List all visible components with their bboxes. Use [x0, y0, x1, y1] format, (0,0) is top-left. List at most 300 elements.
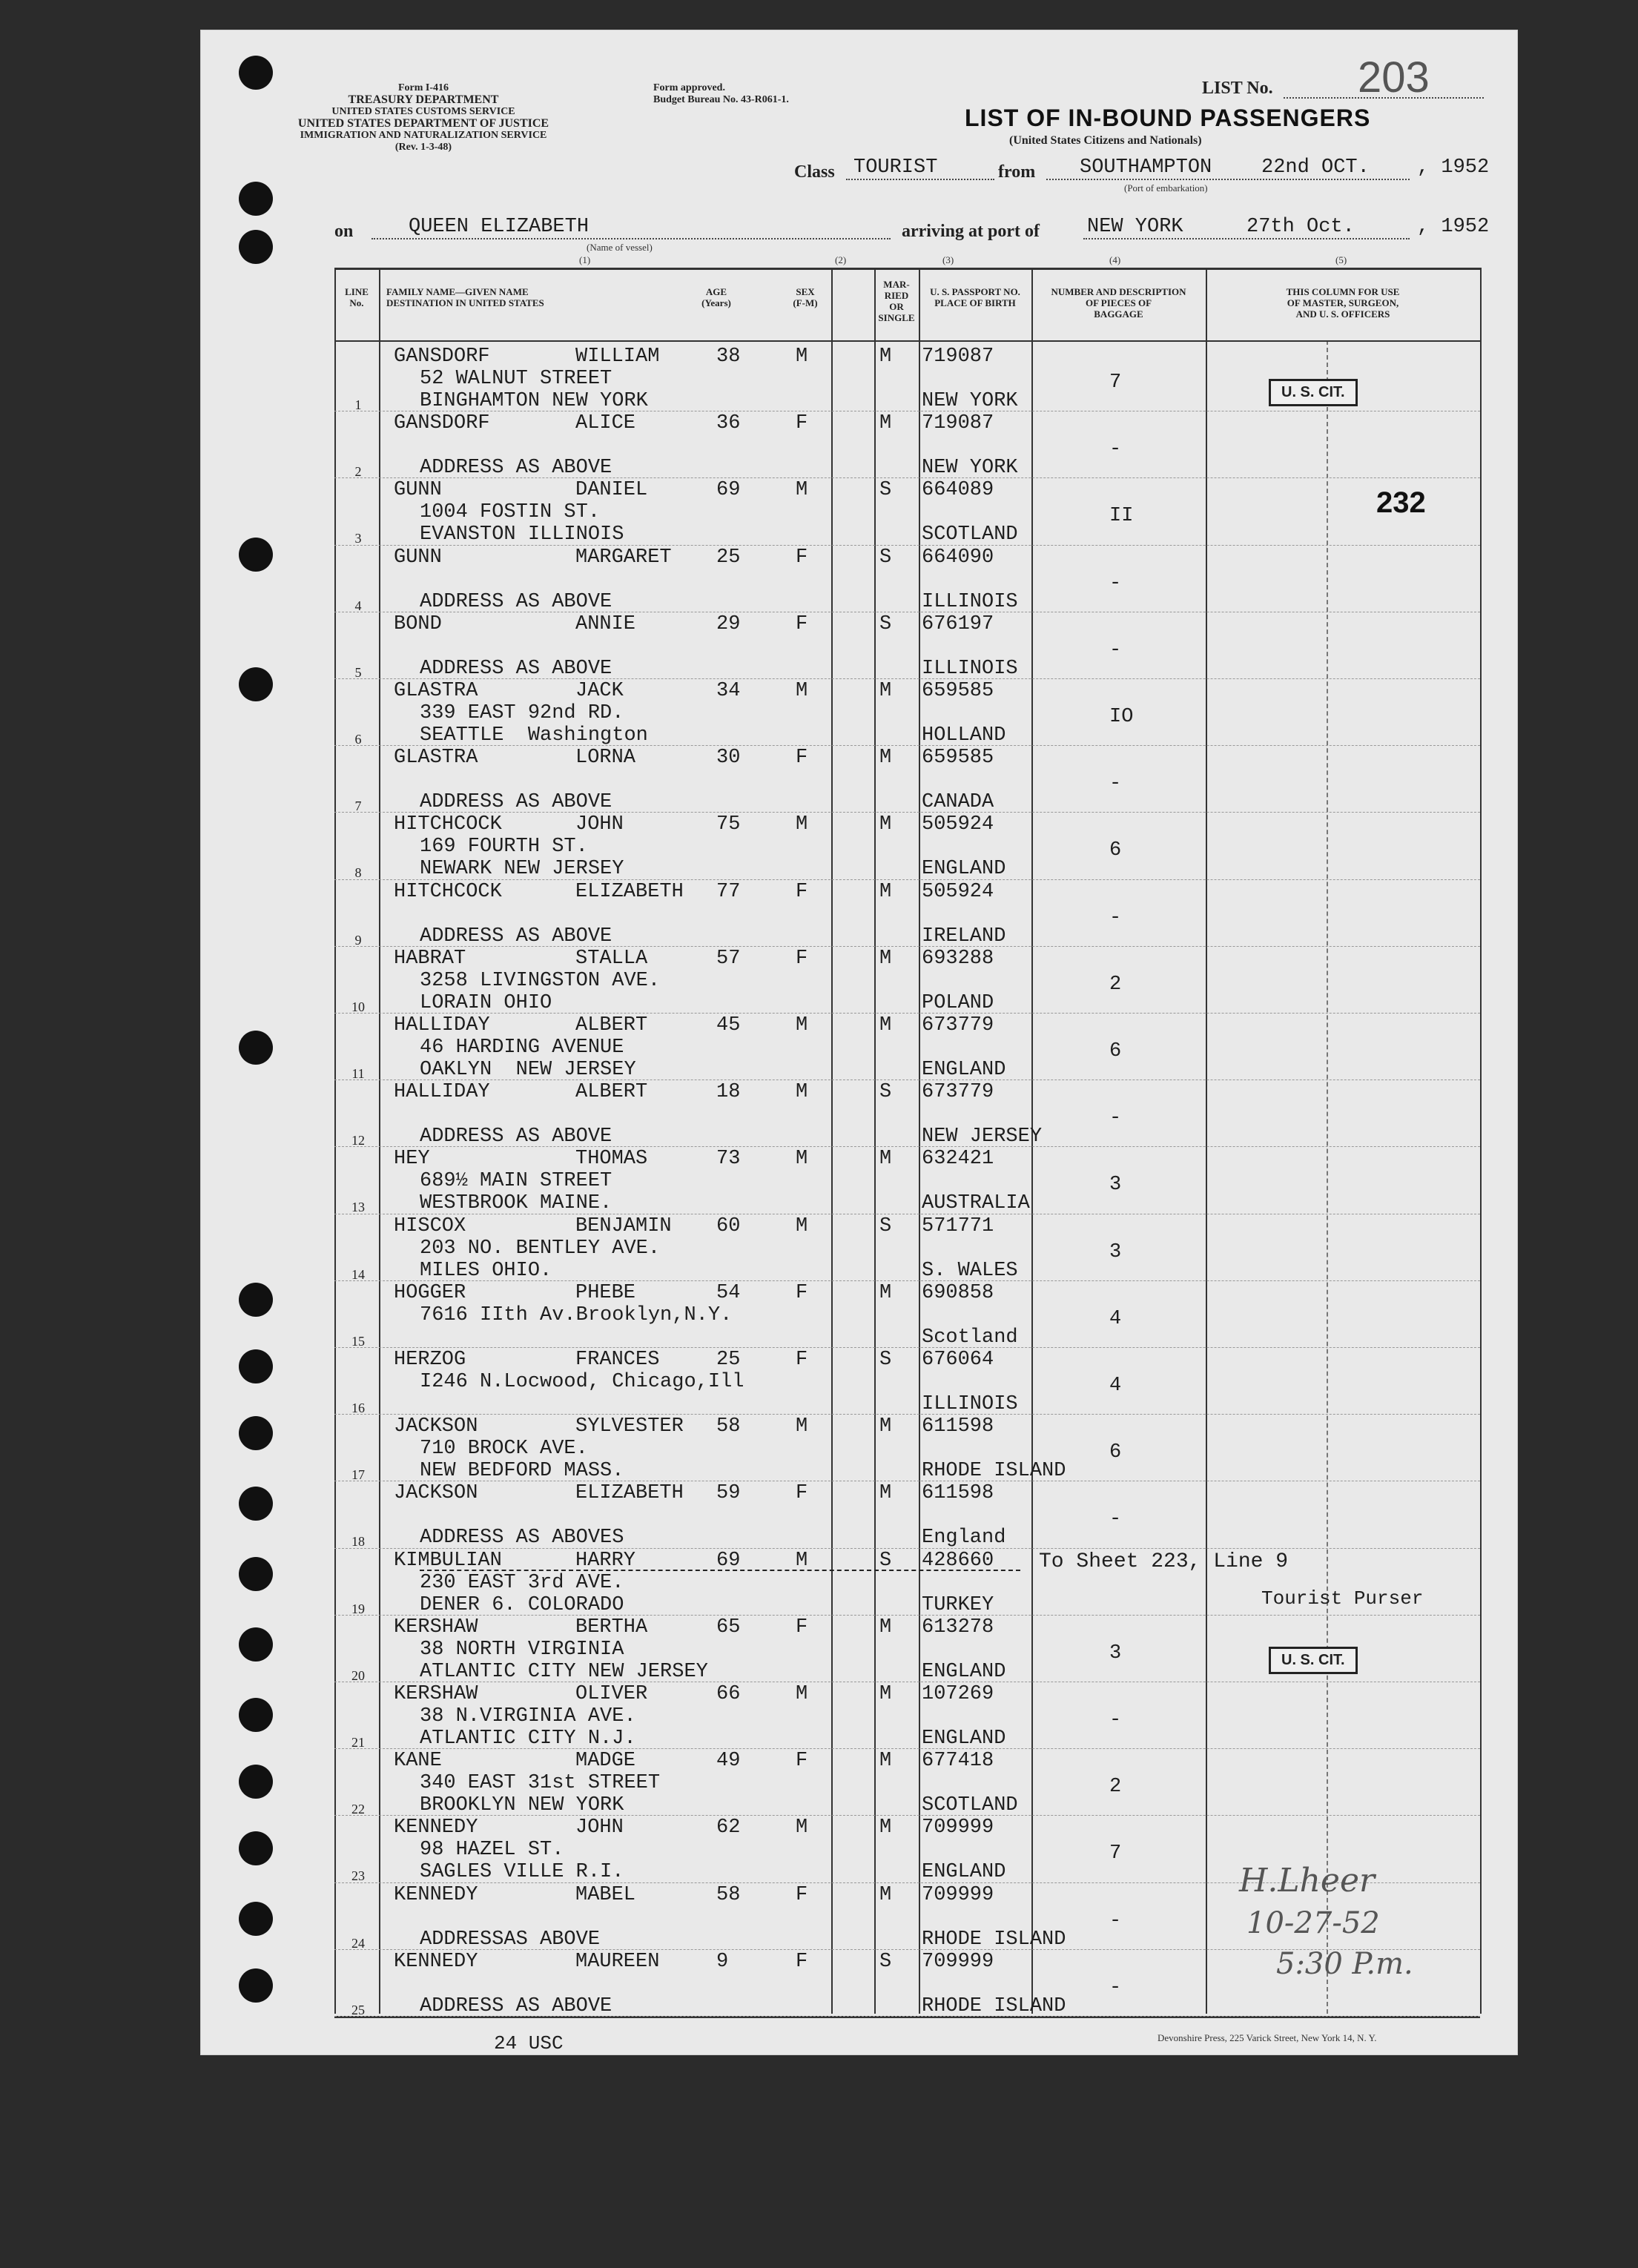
sex: F	[796, 1750, 808, 1773]
class-value: TOURIST	[853, 156, 938, 179]
age: 69	[716, 479, 741, 502]
vessel-line	[371, 238, 891, 239]
sex: M	[796, 1014, 808, 1037]
baggage-count: 6	[1109, 1040, 1122, 1062]
transfer-note: To Sheet 223, Line 9	[1039, 1550, 1289, 1573]
sex: F	[796, 1883, 808, 1906]
line-number: 9	[354, 932, 362, 948]
sex: F	[796, 747, 808, 770]
baggage-count: 4	[1109, 1375, 1122, 1397]
birthplace: RHODE ISLAND	[922, 1460, 1066, 1483]
birthplace: SCOTLAND	[922, 523, 1018, 546]
marital-status: S	[879, 1214, 892, 1237]
given-name: BENJAMIN	[575, 1214, 672, 1237]
row-divider	[334, 745, 1480, 746]
address-line-2: BINGHAMTON NEW YORK	[420, 390, 648, 412]
passport-number: 673779	[922, 1014, 994, 1037]
age: 30	[716, 747, 741, 770]
family-name: KERSHAW	[394, 1683, 478, 1705]
family-name: HISCOX	[394, 1214, 466, 1237]
binder-hole	[239, 230, 273, 264]
given-name: JOHN	[575, 1816, 624, 1839]
handwritten-date: 10-27-52	[1246, 1906, 1380, 1940]
sex: F	[796, 1349, 808, 1371]
baggage-count: 4	[1109, 1307, 1122, 1330]
line-number: 19	[351, 1601, 365, 1616]
marital-status: M	[879, 1750, 892, 1773]
form-header-left	[268, 82, 579, 153]
row-divider	[334, 1748, 1480, 1749]
handwritten-signature: H.Lheer	[1239, 1862, 1376, 1900]
line-number: 23	[351, 1868, 365, 1884]
class-label: Class	[794, 162, 835, 182]
table-row	[201, 479, 1517, 546]
age: 34	[716, 680, 741, 702]
address-line-1: 38 N.VIRGINIA AVE.	[420, 1705, 636, 1728]
address-line-2: WESTBROOK MAINE.	[420, 1192, 612, 1215]
col-num-3: (3)	[942, 254, 954, 265]
family-name: HITCHCOCK	[394, 813, 502, 836]
marital-status: M	[879, 412, 892, 435]
form-approval	[653, 82, 789, 106]
from-port: SOUTHAMPTON	[1080, 156, 1212, 179]
age: 38	[716, 346, 741, 368]
marital-status: S	[879, 1950, 892, 1973]
us-cit-stamp-1: U. S. CIT.	[1269, 379, 1358, 406]
sex: M	[796, 1214, 808, 1237]
vessel-note: (Name of vessel)	[587, 242, 653, 253]
family-name: GANSDORF	[394, 412, 490, 435]
baggage-count: -	[1109, 638, 1122, 661]
table-row	[201, 680, 1517, 747]
family-name: KENNEDY	[394, 1883, 478, 1906]
binder-hole	[239, 1831, 273, 1865]
page-title: LIST OF IN-BOUND PASSENGERS	[965, 105, 1371, 131]
passport-number: 632421	[922, 1148, 994, 1171]
sex: F	[796, 1616, 808, 1639]
line-number: 15	[351, 1333, 365, 1349]
age: 29	[716, 612, 741, 635]
birthplace: CANADA	[922, 791, 994, 814]
birthplace: ILLINOIS	[922, 1393, 1018, 1415]
address-line-2: ADDRESS AS ABOVE	[420, 457, 612, 480]
passport-number: 719087	[922, 346, 994, 368]
age: 75	[716, 813, 741, 836]
marital-status: M	[879, 346, 892, 368]
address-line-1: 710 BROCK AVE.	[420, 1438, 588, 1461]
address-line-2: EVANSTON ILLINOIS	[420, 523, 624, 546]
baggage-count: 3	[1109, 1174, 1122, 1197]
baggage-count: 2	[1109, 973, 1122, 996]
given-name: STALLA	[575, 947, 648, 970]
binder-hole	[239, 1349, 273, 1383]
binder-hole	[239, 182, 273, 216]
header-passport: U. S. PASSPORT NO. PLACE OF BIRTH	[930, 286, 1020, 308]
sex: M	[796, 680, 808, 702]
header-line-no: LINE No.	[345, 286, 369, 308]
line-number: 21	[351, 1735, 365, 1750]
row-divider	[334, 1347, 1480, 1348]
line-number: 20	[351, 1667, 365, 1683]
line-number: 8	[354, 865, 362, 881]
row-divider	[334, 1615, 1480, 1616]
given-name: THOMAS	[575, 1148, 648, 1171]
family-name: HEY	[394, 1148, 430, 1171]
header-sex: SEX (F-M)	[793, 286, 818, 308]
marital-status: M	[879, 1683, 892, 1705]
baggage-count: -	[1109, 572, 1122, 595]
passport-number: 690858	[922, 1281, 994, 1304]
arriving-label: arriving at port of	[902, 222, 1040, 241]
binder-hole	[239, 667, 273, 701]
given-name: ALBERT	[575, 1081, 648, 1104]
table-row	[201, 1148, 1517, 1214]
birthplace: ENGLAND	[922, 858, 1006, 881]
family-name: JACKSON	[394, 1415, 478, 1438]
birthplace: Scotland	[922, 1326, 1018, 1349]
age: 25	[716, 546, 741, 569]
table-row	[201, 412, 1517, 479]
sex: M	[796, 1549, 808, 1572]
printer-credit: Devonshire Press, 225 Varick Street, New York 14, N. Y.	[1158, 2032, 1377, 2043]
birthplace: ILLINOIS	[922, 590, 1018, 613]
baggage-count: -	[1109, 1107, 1122, 1130]
line-number: 13	[351, 1200, 365, 1215]
binder-hole	[239, 1627, 273, 1662]
col-num-2: (2)	[835, 254, 847, 265]
age: 54	[716, 1281, 741, 1304]
col-num-4: (4)	[1109, 254, 1121, 265]
given-name: JOHN	[575, 813, 624, 836]
family-name: GLASTRA	[394, 680, 478, 702]
address-line-2: SAGLES VILLE R.I.	[420, 1861, 624, 1884]
given-name: OLIVER	[575, 1683, 648, 1705]
treasury-dept: TREASURY DEPARTMENT	[348, 93, 499, 106]
sex: F	[796, 947, 808, 970]
age: 66	[716, 1683, 741, 1705]
birthplace: HOLLAND	[922, 724, 1006, 747]
address-line-1: 7616 IIth Av.Brooklyn,N.Y.	[420, 1303, 733, 1326]
line-number: 3	[354, 531, 362, 546]
family-name: BOND	[394, 612, 442, 635]
sex: M	[796, 479, 808, 502]
binder-hole	[239, 56, 273, 90]
sex: M	[796, 1148, 808, 1171]
row-divider	[334, 545, 1480, 546]
handwritten-time: 5:30 P.m.	[1276, 1947, 1413, 1981]
baggage-count: IO	[1109, 706, 1134, 728]
sex: F	[796, 412, 808, 435]
baggage-count: 6	[1109, 1441, 1122, 1464]
manifest-page	[200, 30, 1518, 2055]
form-number: Form I-416	[397, 82, 449, 93]
baggage-count: II	[1109, 505, 1134, 528]
passport-number: 571771	[922, 1214, 994, 1237]
marital-status: M	[879, 1014, 892, 1037]
family-name: GLASTRA	[394, 747, 478, 770]
birthplace: RHODE ISLAND	[922, 1994, 1066, 2017]
given-name: ALBERT	[575, 1014, 648, 1037]
col-num-5: (5)	[1335, 254, 1347, 265]
passport-number: 709999	[922, 1816, 994, 1839]
age: 65	[716, 1616, 741, 1639]
passport-number: 611598	[922, 1415, 994, 1438]
address-line-2: ADDRESS AS ABOVE	[420, 1994, 612, 2017]
binder-hole	[239, 1557, 273, 1591]
justice-dept: UNITED STATES DEPARTMENT OF JUSTICE	[297, 117, 549, 130]
marital-status: M	[879, 1616, 892, 1639]
from-year: , 1952	[1417, 156, 1490, 179]
address-line-2: OAKLYN NEW JERSEY	[420, 1059, 636, 1081]
table-row	[201, 613, 1517, 680]
passport-number: 107269	[922, 1683, 994, 1705]
address-line-2: ADDRESS AS ABOVE	[420, 925, 612, 948]
marital-status: M	[879, 1816, 892, 1839]
birthplace: TURKEY	[922, 1593, 994, 1616]
baggage-count: -	[1109, 1508, 1122, 1531]
address-line-1: 38 NORTH VIRGINIA	[420, 1638, 624, 1661]
age: 69	[716, 1549, 741, 1572]
passport-number: 664089	[922, 479, 994, 502]
passport-number: 664090	[922, 546, 994, 569]
address-line-1: 98 HAZEL ST.	[420, 1839, 564, 1862]
row-divider	[334, 812, 1480, 813]
baggage-count: -	[1109, 1709, 1122, 1731]
age: 58	[716, 1883, 741, 1906]
address-line-1: 203 NO. BENTLEY AVE.	[420, 1237, 661, 1260]
list-no-value: 203	[1358, 53, 1430, 102]
marital-status: M	[879, 747, 892, 770]
binder-hole	[239, 1283, 273, 1317]
address-line-2: BROOKLYN NEW YORK	[420, 1794, 624, 1817]
row-divider	[334, 1280, 1480, 1281]
birthplace: ENGLAND	[922, 1660, 1006, 1683]
age: 18	[716, 1081, 741, 1104]
birthplace: ILLINOIS	[922, 657, 1018, 680]
marital-status: M	[879, 880, 892, 903]
row-divider	[334, 1815, 1480, 1816]
row-divider	[334, 1548, 1480, 1549]
arrival-port: NEW YORK	[1087, 216, 1183, 238]
family-name: GUNN	[394, 546, 442, 569]
baggage-count: 3	[1109, 1642, 1122, 1664]
sex: F	[796, 612, 808, 635]
table-row	[201, 546, 1517, 613]
baggage-count: -	[1109, 438, 1122, 461]
birthplace: ENGLAND	[922, 1728, 1006, 1750]
header-married: MAR- RIED OR SINGLE	[878, 279, 915, 323]
given-name: PHEBE	[575, 1281, 636, 1304]
sex: M	[796, 1081, 808, 1104]
passport-number: 709999	[922, 1883, 994, 1906]
table-row	[201, 1215, 1517, 1282]
sex: M	[796, 1683, 808, 1705]
passport-number: 676197	[922, 612, 994, 635]
line-number: 10	[351, 999, 365, 1014]
row-divider	[334, 946, 1480, 947]
binder-hole	[239, 1416, 273, 1450]
line-number: 24	[351, 1935, 365, 1951]
line-number: 1	[354, 397, 362, 412]
header-baggage: NUMBER AND DESCRIPTION OF PIECES OF BAGGAGE	[1051, 286, 1186, 320]
given-name: LORNA	[575, 747, 636, 770]
table-row	[201, 1081, 1517, 1148]
address-line-2: ADDRESS AS ABOVE	[420, 590, 612, 613]
marital-status: S	[879, 546, 892, 569]
bottom-left-note: 24 USC	[494, 2032, 564, 2054]
address-line-2: MILES OHIO.	[420, 1259, 552, 1282]
family-name: KERSHAW	[394, 1616, 478, 1639]
baggage-count: 6	[1109, 839, 1122, 862]
table-row	[201, 1750, 1517, 1816]
birthplace: AUSTRALIA	[922, 1192, 1030, 1215]
table-row	[201, 1014, 1517, 1081]
row-divider	[334, 678, 1480, 679]
baggage-count: 2	[1109, 1776, 1122, 1799]
sex: F	[796, 1950, 808, 1973]
row-divider	[334, 477, 1480, 478]
marital-status: S	[879, 479, 892, 502]
binder-hole	[239, 538, 273, 572]
address-line-1: 52 WALNUT STREET	[420, 368, 612, 390]
birthplace: SCOTLAND	[922, 1794, 1018, 1817]
row-divider	[334, 1146, 1480, 1147]
marital-status: S	[879, 1549, 892, 1572]
age: 9	[716, 1950, 729, 1973]
line-number: 25	[351, 2002, 365, 2017]
line-number: 11	[351, 1066, 365, 1081]
address-line-2: NEWARK NEW JERSEY	[420, 858, 624, 881]
marital-status: M	[879, 1281, 892, 1304]
passport-number: 709999	[922, 1950, 994, 1973]
family-name: HABRAT	[394, 947, 466, 970]
baggage-count: 7	[1109, 371, 1122, 394]
family-name: HOGGER	[394, 1281, 466, 1304]
sex: F	[796, 880, 808, 903]
baggage-count: -	[1109, 1976, 1122, 1999]
given-name: ELIZABETH	[575, 880, 684, 903]
birthplace: NEW YORK	[922, 390, 1018, 412]
col-num-1: (1)	[579, 254, 591, 265]
strike-through-line	[420, 1570, 1020, 1571]
address-line-2: ADDRESS AS ABOVE	[420, 791, 612, 814]
passport-number: 505924	[922, 813, 994, 836]
header-divider	[334, 340, 1480, 342]
given-name: MAUREEN	[575, 1950, 660, 1973]
given-name: BERTHA	[575, 1616, 648, 1639]
age: 60	[716, 1214, 741, 1237]
row-divider	[334, 879, 1480, 880]
purser-note: Tourist Purser	[1261, 1587, 1424, 1610]
table-row	[201, 1482, 1517, 1549]
family-name: KIMBULIAN	[394, 1549, 502, 1572]
row-divider	[334, 2016, 1480, 2017]
passport-number: 611598	[922, 1482, 994, 1505]
baggage-count: -	[1109, 1909, 1122, 1932]
sex: M	[796, 813, 808, 836]
line-number: 7	[354, 799, 362, 814]
passport-number: 693288	[922, 947, 994, 970]
marital-status: M	[879, 680, 892, 702]
vessel-name: QUEEN ELIZABETH	[409, 216, 590, 238]
header-age: AGE (Years)	[701, 286, 731, 308]
family-name: KENNEDY	[394, 1816, 478, 1839]
age: 25	[716, 1349, 741, 1371]
marital-status: S	[879, 612, 892, 635]
birthplace: England	[922, 1527, 1006, 1550]
passport-number: 659585	[922, 747, 994, 770]
address-line-2: ADDRESS AS ABOVES	[420, 1527, 624, 1550]
line-number: 4	[354, 598, 362, 613]
line-number: 18	[351, 1534, 365, 1550]
from-line	[1046, 179, 1410, 180]
marital-status: S	[879, 1349, 892, 1371]
address-line-1: 340 EAST 31st STREET	[420, 1772, 661, 1795]
marital-status: M	[879, 813, 892, 836]
on-label: on	[334, 222, 354, 241]
given-name: ELIZABETH	[575, 1482, 684, 1505]
customs-service: UNITED STATES CUSTOMS SERVICE	[331, 106, 515, 117]
baggage-count: -	[1109, 906, 1122, 929]
address-line-1: 169 FOURTH ST.	[420, 836, 588, 859]
address-line-2: ADDRESS AS ABOVE	[420, 657, 612, 680]
passport-number: 428660	[922, 1549, 994, 1572]
table-row	[201, 1683, 1517, 1750]
given-name: SYLVESTER	[575, 1415, 684, 1438]
address-line-2: ADDRESSAS ABOVE	[420, 1928, 601, 1951]
arrival-date: 27th Oct.	[1246, 216, 1355, 238]
birthplace: RHODE ISLAND	[922, 1928, 1066, 1951]
binder-hole	[239, 1487, 273, 1521]
table-row	[201, 881, 1517, 948]
family-name: HERZOG	[394, 1349, 466, 1371]
baggage-count: 7	[1109, 1842, 1122, 1865]
us-cit-stamp-2: U. S. CIT.	[1269, 1647, 1358, 1674]
passport-number: 719087	[922, 412, 994, 435]
address-line-2: SEATTLE Washington	[420, 724, 648, 747]
form-approved: Form approved.	[653, 82, 725, 93]
given-name: MADGE	[575, 1750, 636, 1773]
binder-hole	[239, 1698, 273, 1732]
birthplace: NEW YORK	[922, 457, 1018, 480]
given-name: FRANCES	[575, 1349, 660, 1371]
line-number: 22	[351, 1802, 365, 1817]
address-line-1: 339 EAST 92nd RD.	[420, 702, 624, 724]
address-line-1: 689½ MAIN STREET	[420, 1170, 612, 1193]
sex: F	[796, 546, 808, 569]
line-number: 5	[354, 664, 362, 680]
marital-status: M	[879, 1482, 892, 1505]
family-name: HITCHCOCK	[394, 880, 502, 903]
family-name: GANSDORF	[394, 346, 490, 368]
form-revision: (Rev. 1-3-48)	[394, 142, 452, 153]
address-line-2: ATLANTIC CITY NEW JERSEY	[420, 1660, 708, 1683]
line-number: 2	[354, 464, 362, 480]
address-line-1: 230 EAST 3rd AVE.	[420, 1571, 624, 1594]
age: 73	[716, 1148, 741, 1171]
line-number: 14	[351, 1266, 365, 1282]
given-name: WILLIAM	[575, 346, 660, 368]
address-line-2: NEW BEDFORD MASS.	[420, 1460, 624, 1483]
given-name: ALICE	[575, 412, 636, 435]
binder-hole	[239, 1031, 273, 1065]
passport-number: 505924	[922, 880, 994, 903]
sex: M	[796, 1415, 808, 1438]
passport-number: 677418	[922, 1750, 994, 1773]
given-name: JACK	[575, 680, 624, 702]
port-embark-note: (Port of embarkation)	[1124, 182, 1208, 194]
address-line-2: LORAIN OHIO	[420, 991, 552, 1014]
